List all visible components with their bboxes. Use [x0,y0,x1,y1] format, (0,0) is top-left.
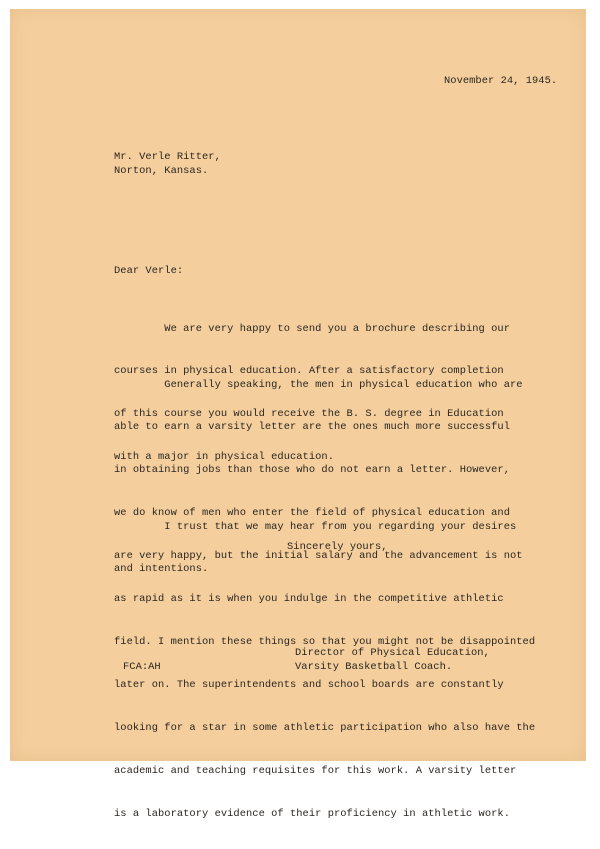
letter-page [10,9,586,820]
paragraph-line: are very happy, but the initial salary and the advancement is not [114,550,523,563]
closing: Sincerely yours, [287,541,388,553]
paragraph-line: later on. The superintendents and school boards are constantly [114,678,504,691]
paragraph-line: as rapid as it is when you indulge in the competitive athletic [114,593,504,606]
paragraph-line: courses in physical education. After a satisfactory completion [114,365,504,378]
paragraph-line: We are very happy to send you a brochure describing our [114,322,510,335]
paragraph-line: of this course you would receive the B. S. degree in Education [114,408,504,421]
salutation: Dear Verle: [114,265,184,277]
paragraph-line: Generally speaking, the men in physical education who are [114,378,523,391]
paragraph-line: field. I mention these things so that you might not be disappointed [114,635,536,648]
signature-title-2: Varsity Basketball Coach. [295,661,453,673]
paragraph-line: looking for a star in some athletic participation who also have the [114,721,536,734]
recipient-name: Mr. Verle Ritter, [114,151,221,163]
signature-title-1: Director of Physical Education, [295,647,490,659]
paragraph-line: is a laboratory evidence of their proficiency in athletic work. [114,807,510,820]
paragraph-line: and intentions. [114,563,209,576]
letter-date: November 24, 1945. [444,75,558,87]
paragraph-line: academic and teaching requisites for this work. A varsity letter [114,764,517,777]
recipient-location: Norton, Kansas. [114,165,209,177]
paragraph-line: we do know of men who enter the field of physical education and [114,507,510,520]
paragraph-line: able to earn a varsity letter are the ones much more successful [114,421,510,434]
paragraph-line: I trust that we may hear from you regarding your desires [114,520,517,533]
paragraph-line: in obtaining jobs than those who do not earn a letter. However, [114,464,510,477]
reference-initials: FCA:AH [123,661,161,673]
paragraph-line: with a major in physical education. [114,451,334,464]
